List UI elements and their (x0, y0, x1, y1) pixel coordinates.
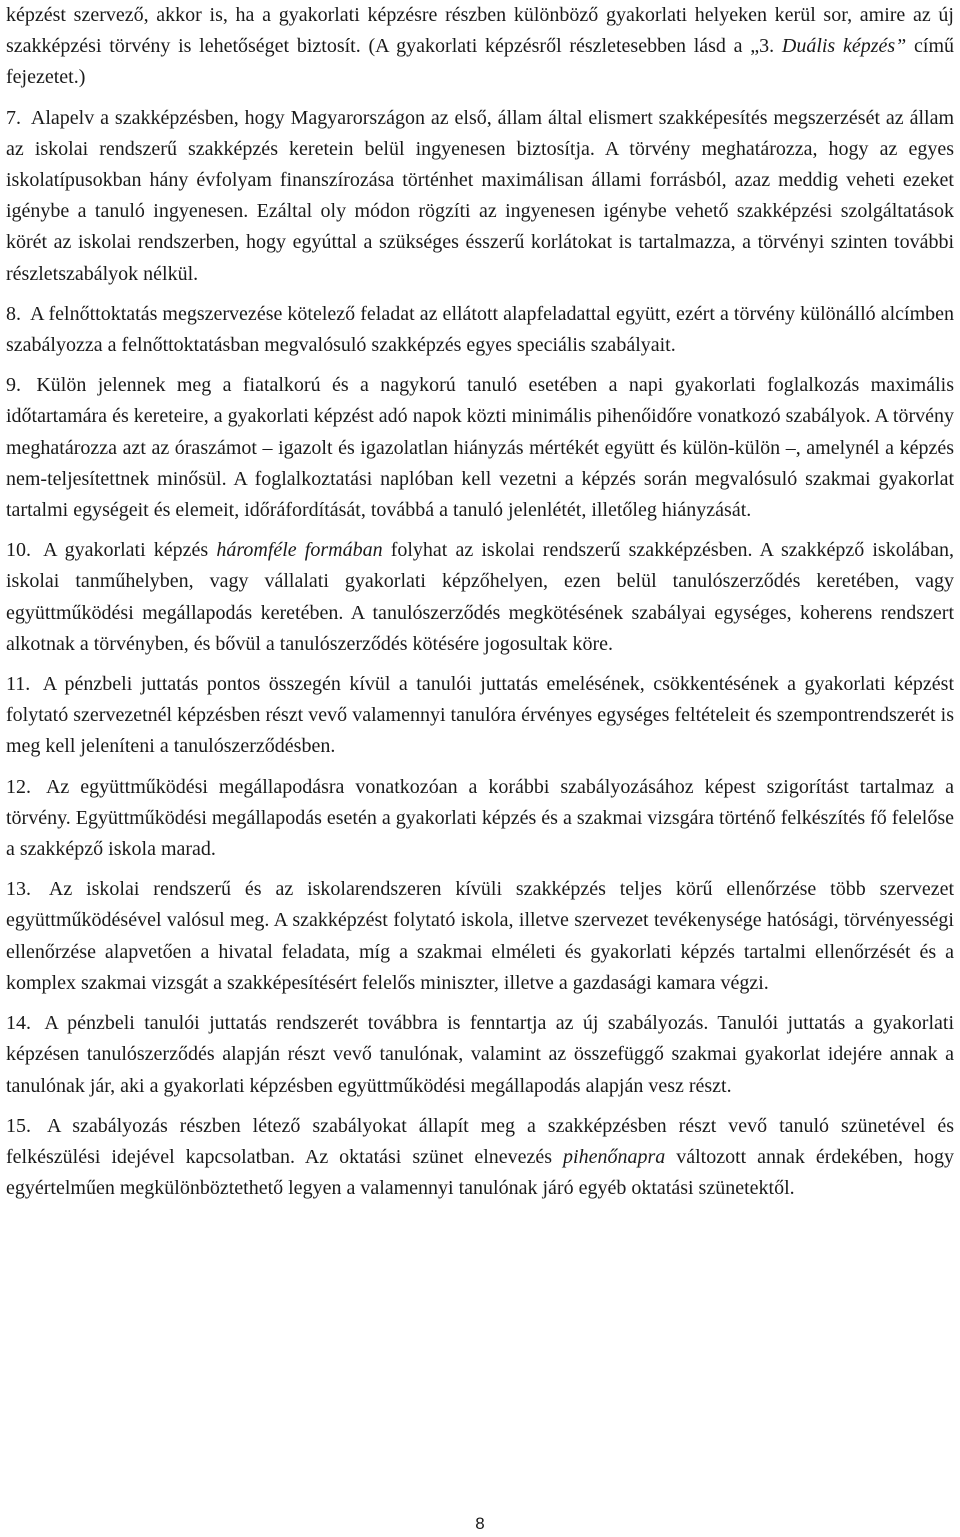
emphasis-text: háromféle formában (216, 539, 383, 562)
paragraph-13 (6, 874, 954, 999)
paragraph-text: változott annak érdekében, hogy egyértelműen megkülönböztethető legyen a valamennyi tanulónak járó egyéb oktatási szünetektől. (6, 1145, 954, 1200)
emphasis-text: Duális képzés” (781, 35, 907, 58)
paragraph-text: Az iskolai rendszerű és az iskolarendszeren kívüli szakképzés teljes körű ellenőrzése több szervezet együttműködésével valósul meg. A szakképzést folytató iskola, illetve szervezet tevékenysége hatósági, törvényességi ellenőrzése alapvetően a hivatal feladata, míg a szakmai elméleti és gyakorlati képzés tartalmi ellenőrzését és a komplex szakmai vizsgát a szakképesítésért felelős miniszter, illetve a gazdasági kamara végzi. (6, 878, 955, 994)
paragraph-number: 9. (6, 374, 33, 397)
paragraph-text: folyhat az iskolai rendszerű szakképzésben. A szakképző iskolában, iskolai tanműhelyben, vagy vállalati gyakorlati képzőhelyen, ezen belül tanulószerződés keretében, vagy együttműködési megállapodás keretében. A tanulószerződés megkötésének szabályai egységes, koherens rendszert alkotnak a törvényben, és bővül a tanulószerződés kötésére jogosultak köre. (6, 539, 955, 655)
paragraph-14 (6, 1008, 954, 1102)
paragraph-text: A pénzbeli tanulói juttatás rendszerét továbbra is fenntartja az új szabályozás. Tanulói juttatás a gyakorlati képzésen tanulószerződés alapján részt vevő tanulónak, valamint az összefüggő szakmai gyakorlat idejére annak a tanulónak jár, aki a gyakorlati képzésben együttműködési megállapodás alapján vesz részt. (6, 1012, 954, 1097)
paragraph-number: 10. (6, 539, 40, 562)
paragraph-text: című fejezetet.) (6, 35, 955, 89)
paragraph-number: 12. (6, 775, 42, 798)
paragraph-number: 7. (6, 106, 27, 129)
paragraph-text: Külön jelennek meg a fiatalkorú és a nagykorú tanuló esetében a napi gyakorlati foglalkozás maximális időtartamára és kereteire, a gyakorlati képzést adó napok közti minimális pihenőidőre vonatkozó szabályok. A törvény meghatározza azt az óraszámot – igazolt és igazolatlan hiányzás mértékét együtt és külön-külön –, amelynél a képzés nem-teljesítettnek minősül. A foglalkoztatási naplóban kell vezetni a képzés során megvalósuló szakmai gyakorlat tartalmi egységeit és elemeit, időráfordítását, továbbá a tanuló jelenlétét, illetőleg hiányzását. (6, 374, 954, 522)
paragraph-text: A pénzbeli juttatás pontos összegén kívül a tanulói juttatás emelésének, csökkentésének a gyakorlati képzést folytató szervezetnél képzésben részt vevő valamennyi tanulóra érvényes egységes feltételeit és szempontrendszerét is meg kell jeleníteni a tanulószerződésben. (6, 673, 955, 758)
paragraph-text: Az együttműködési megállapodásra vonatkozóan a korábbi szabályozásához képest szigorítást tartalmaz a törvény. Együttműködési megállapodás esetén a gyakorlati képzés és a szakmai vizsgára történő felkészítés fő felelőse a szakképző iskola marad. (6, 775, 955, 861)
paragraph-10 (6, 535, 954, 660)
document-page (6, 0, 954, 1204)
page-number: 8 (475, 1514, 485, 1533)
paragraph-number: 8. (6, 302, 27, 325)
paragraph-number: 13. (6, 878, 45, 901)
body-text (6, 0, 954, 1204)
paragraph-8 (6, 299, 954, 361)
paragraph-7 (6, 103, 954, 290)
paragraph-text: A gyakorlati képzés (43, 539, 217, 562)
paragraph-number: 11. (6, 673, 39, 696)
paragraph-number: 15. (6, 1114, 43, 1137)
paragraph-continuation (6, 0, 954, 94)
paragraph-15 (6, 1111, 954, 1205)
paragraph-text: A szabályozás részben létező szabályokat állapít meg a szakképzésben részt vevő tanuló szünetével és felkészülési idejével kapcsolatban. Az oktatási szünet elnevezés (6, 1114, 954, 1168)
paragraph-number: 14. (6, 1012, 41, 1035)
emphasis-text: pihenőnapra (563, 1145, 666, 1168)
paragraph-12 (6, 772, 954, 866)
paragraph-text: A felnőttoktatás megszervezése kötelező feladat az ellátott alapfeladattal együtt, ezért a törvény különálló alcímben szabályozza a felnőttoktatásban megvalósuló szakképzés egyes speciális szabályait. (6, 302, 954, 357)
paragraph-9 (6, 370, 954, 526)
paragraph-text: képzést szervező, akkor is, ha a gyakorlati képzésre részben különböző gyakorlati helyeken kerül sor, amire az új szakképzési törvény is lehetőséget biztosít. (A gyakorlati képzésről részletesebben lásd a „3. (6, 4, 954, 58)
paragraph-text: Alapelv a szakképzésben, hogy Magyarországon az első, állam által elismert szakképesítés megszerzését az állam az iskolai rendszerű szakképzés keretein belül ingyenesen biztosítja. A törvény meghatározza, hogy az egyes iskolatípusokban hány évfolyam finanszírozása történhet maximálisan állami forrásból, azaz meddig veheti ezeket igénybe a tanuló ingyenesen. Ezáltal oly módon rögzíti az ingyenesen igénybe vehető szakképzési szolgáltatások körét az iskolai rendszerben, hogy egyúttal a szükséges ésszerű korlátokat is tartalmazza, a törvényi szinten további részletszabályok nélkül. (6, 106, 955, 285)
paragraph-11 (6, 669, 954, 763)
